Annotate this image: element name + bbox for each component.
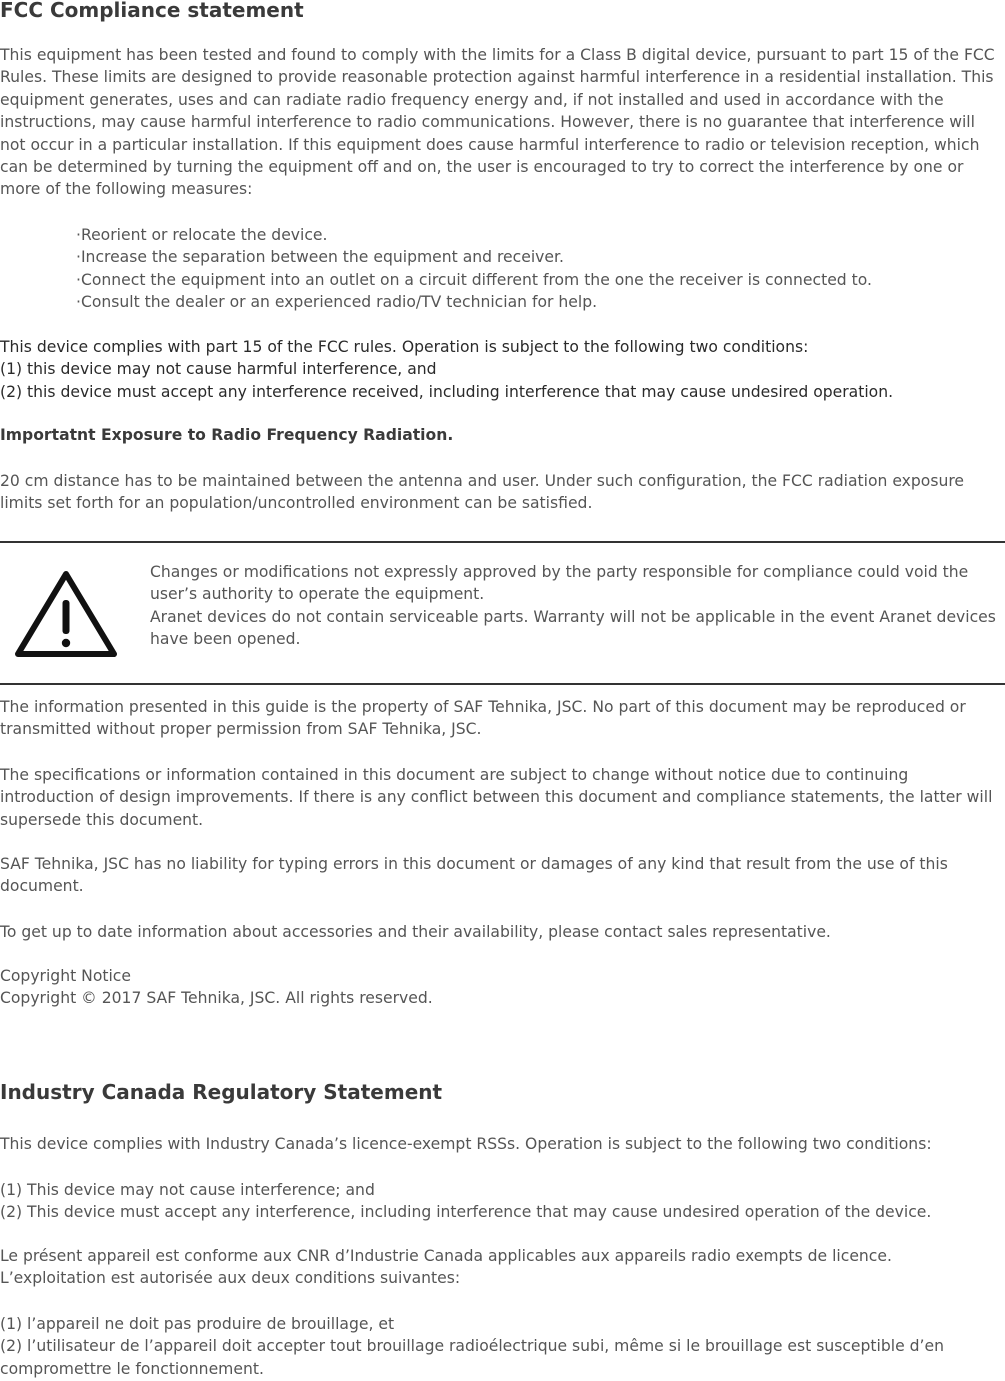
fcc-intro: This equipment has been tested and found to comply with the limits for a Class B digital device, pursuant to part 15 of the FCC Rules. These limits are designed to provide reasonable protection against harmful interference in a residential installation. This equipment generates, uses and can radiate radio frequency energy and, if not installed and used in accordance with the instructions, may cause harmful interference to radio communications. However, there is no guarantee that interference will not occur in a particular installation. If this equipment does cause harmful interference to radio or television reception, which can be determined by turning the equipment off and on, the user is encouraged to try to correct the interference by one or more of the following measures: [0,46,995,199]
ic-conditions [0,1179,1000,1224]
warning-text [150,561,1002,651]
ic-fr-condition-2: (2) l’utilisateur de l’appareil doit accepter tout brouillage radioélectrique subi, même si le brouillage est susceptible d’en compromettre le fonctionnement. [0,1337,944,1378]
fcc-conditions [0,336,1000,403]
warning-triangle-icon [14,570,118,660]
fcc-title: FCC Compliance statement [0,0,304,22]
divider-top [0,541,1005,543]
ic-condition-1: (1) This device may not cause interference; and [0,1181,375,1199]
property-notice: The information presented in this guide is the property of SAF Tehnika, JSC. No part of this document may be reproduced or transmitted without proper permission from SAF Tehnika, JSC. [0,698,966,739]
fcc-condition-2: (2) this device must accept any interference received, including interference that may cause undesired operation. [0,382,894,401]
measure-item: ·Consult the dealer or an experienced radio/TV technician for help. [76,293,598,312]
copyright-text: Copyright © 2017 SAF Tehnika, JSC. All rights reserved. [0,989,433,1008]
ic-fr-intro-2: L’exploitation est autorisée aux deux conditions suivantes: [0,1269,461,1288]
divider-bottom [0,683,1005,685]
specifications-notice: The specifications or information contained in this document are subject to change without notice due to continuing introduction of design improvements. If there is any conflict between this document and compliance statements, the latter will supersede this document. [0,766,993,829]
warning-line-2: Aranet devices do not contain serviceable parts. Warranty will not be applicable in the event Aranet devices have been opened. [150,607,996,649]
measure-item: ·Increase the separation between the equipment and receiver. [76,248,564,267]
measure-item: ·Reorient or relocate the device. [76,226,328,244]
fcc-conditions-intro: This device complies with part 15 of the FCC rules. Operation is subject to the following two conditions: [0,338,809,356]
exposure-title: Importatnt Exposure to Radio Frequency Radiation. [0,426,454,444]
exposure-text: 20 cm distance has to be maintained between the antenna and user. Under such configuration, the FCC radiation exposure limits set forth for an population/uncontrolled environment can be satisfied. [0,472,964,513]
warning-line-1: Changes or modifications not expressly approved by the party responsible for compliance could void the user’s authority to operate the equipment. [150,563,969,604]
liability-notice: SAF Tehnika, JSC has no liability for typing errors in this document or damages of any kind that result from the use of this document. [0,855,948,896]
accessories-notice: To get up to date information about accessories and their availability, please contact sales representative. [0,923,831,941]
ic-french-intro [0,1245,1000,1290]
ic-condition-2: (2) This device must accept any interference, including interference that may cause undesired operation of the device. [0,1203,932,1222]
fcc-condition-1: (1) this device may not cause harmful interference, and [0,360,437,379]
copyright-title: Copyright Notice [0,967,131,985]
copyright-block [0,965,1000,1010]
ic-fr-intro-1: Le présent appareil est conforme aux CNR d’Industrie Canada applicables aux appareils radio exempts de licence. [0,1247,892,1265]
fcc-measures-list [76,224,872,314]
measure-item: ·Connect the equipment into an outlet on a circuit different from the one the receiver is connected to. [76,270,872,289]
ic-intro: This device complies with Industry Canada’s licence-exempt RSSs. Operation is subject to the following two conditions: [0,1135,932,1153]
ic-title: Industry Canada Regulatory Statement [0,1080,443,1104]
ic-fr-condition-1: (1) l’appareil ne doit pas produire de brouillage, et [0,1315,395,1333]
ic-french-conditions [0,1313,1000,1380]
